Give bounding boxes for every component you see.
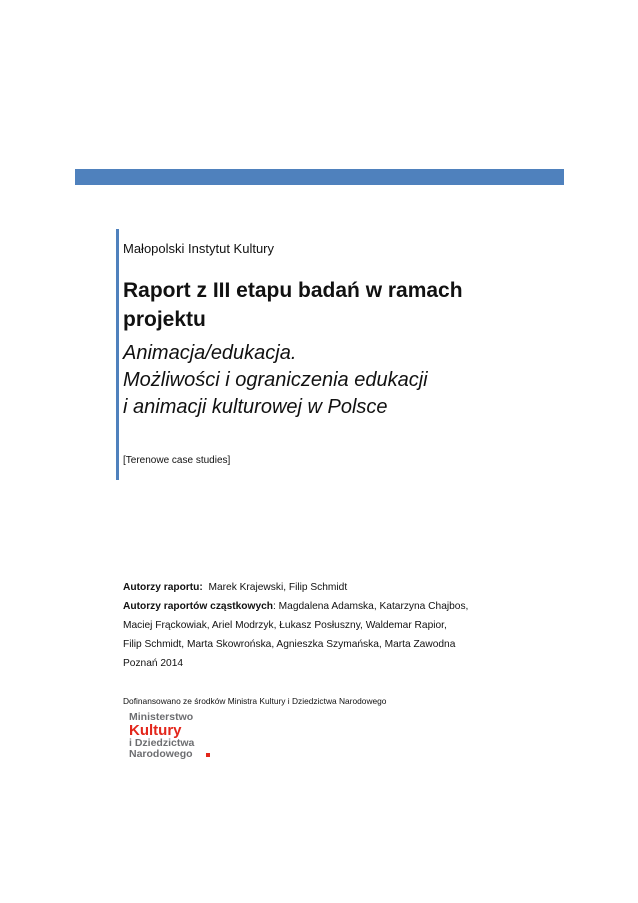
place-date: Poznań 2014 bbox=[123, 658, 184, 669]
logo-line-2: Kultury bbox=[129, 722, 182, 739]
report-title-line-1: Raport z III etapu badań w ramach bbox=[123, 279, 463, 302]
logo-line-4: Narodowego bbox=[129, 748, 193, 760]
project-title bbox=[123, 340, 428, 421]
report-subtitle: [Terenowe case studies] bbox=[123, 455, 231, 466]
main-authors-label: Autorzy raportu: bbox=[123, 582, 203, 593]
project-title-line-1: Animacja/edukacja. bbox=[123, 342, 297, 364]
project-title-line-2: Możliwości i ograniczenia edukacji bbox=[123, 369, 428, 391]
funding-note: Dofinansowano ze środków Ministra Kultury i Dziedzictwa Narodowego bbox=[123, 696, 387, 706]
main-authors-row bbox=[123, 578, 543, 597]
partial-authors-label: Autorzy raportów cząstkowych bbox=[123, 601, 274, 612]
top-accent-bar bbox=[75, 169, 564, 185]
project-title-line-3: i animacji kulturowej w Polsce bbox=[123, 396, 388, 418]
institute-name: Małopolski Instytut Kultury bbox=[123, 241, 275, 256]
logo-red-dot bbox=[206, 753, 210, 757]
partial-authors-row bbox=[123, 597, 543, 616]
partial-authors-names-line-3: Filip Schmidt, Marta Skowrońska, Agnieszka Szymańska, Marta Zawodna bbox=[123, 639, 456, 650]
report-title bbox=[123, 276, 463, 334]
partial-authors-names-line-1: : Magdalena Adamska, Katarzyna Chajbos, bbox=[273, 601, 469, 612]
partial-authors-names-line-2: Maciej Frąckowiak, Ariel Modrzyk, Łukasz Posłuszny, Waldemar Rapior, bbox=[123, 620, 447, 631]
logo-line-3: i Dziedzictwa bbox=[129, 737, 195, 749]
report-title-line-2: projektu bbox=[123, 308, 206, 331]
main-authors-names: Marek Krajewski, Filip Schmidt bbox=[208, 582, 348, 593]
ministry-logo bbox=[127, 710, 227, 762]
logo-line-1: Ministerstwo bbox=[129, 711, 194, 723]
left-accent-rule bbox=[116, 229, 119, 480]
authors-section bbox=[123, 578, 543, 673]
